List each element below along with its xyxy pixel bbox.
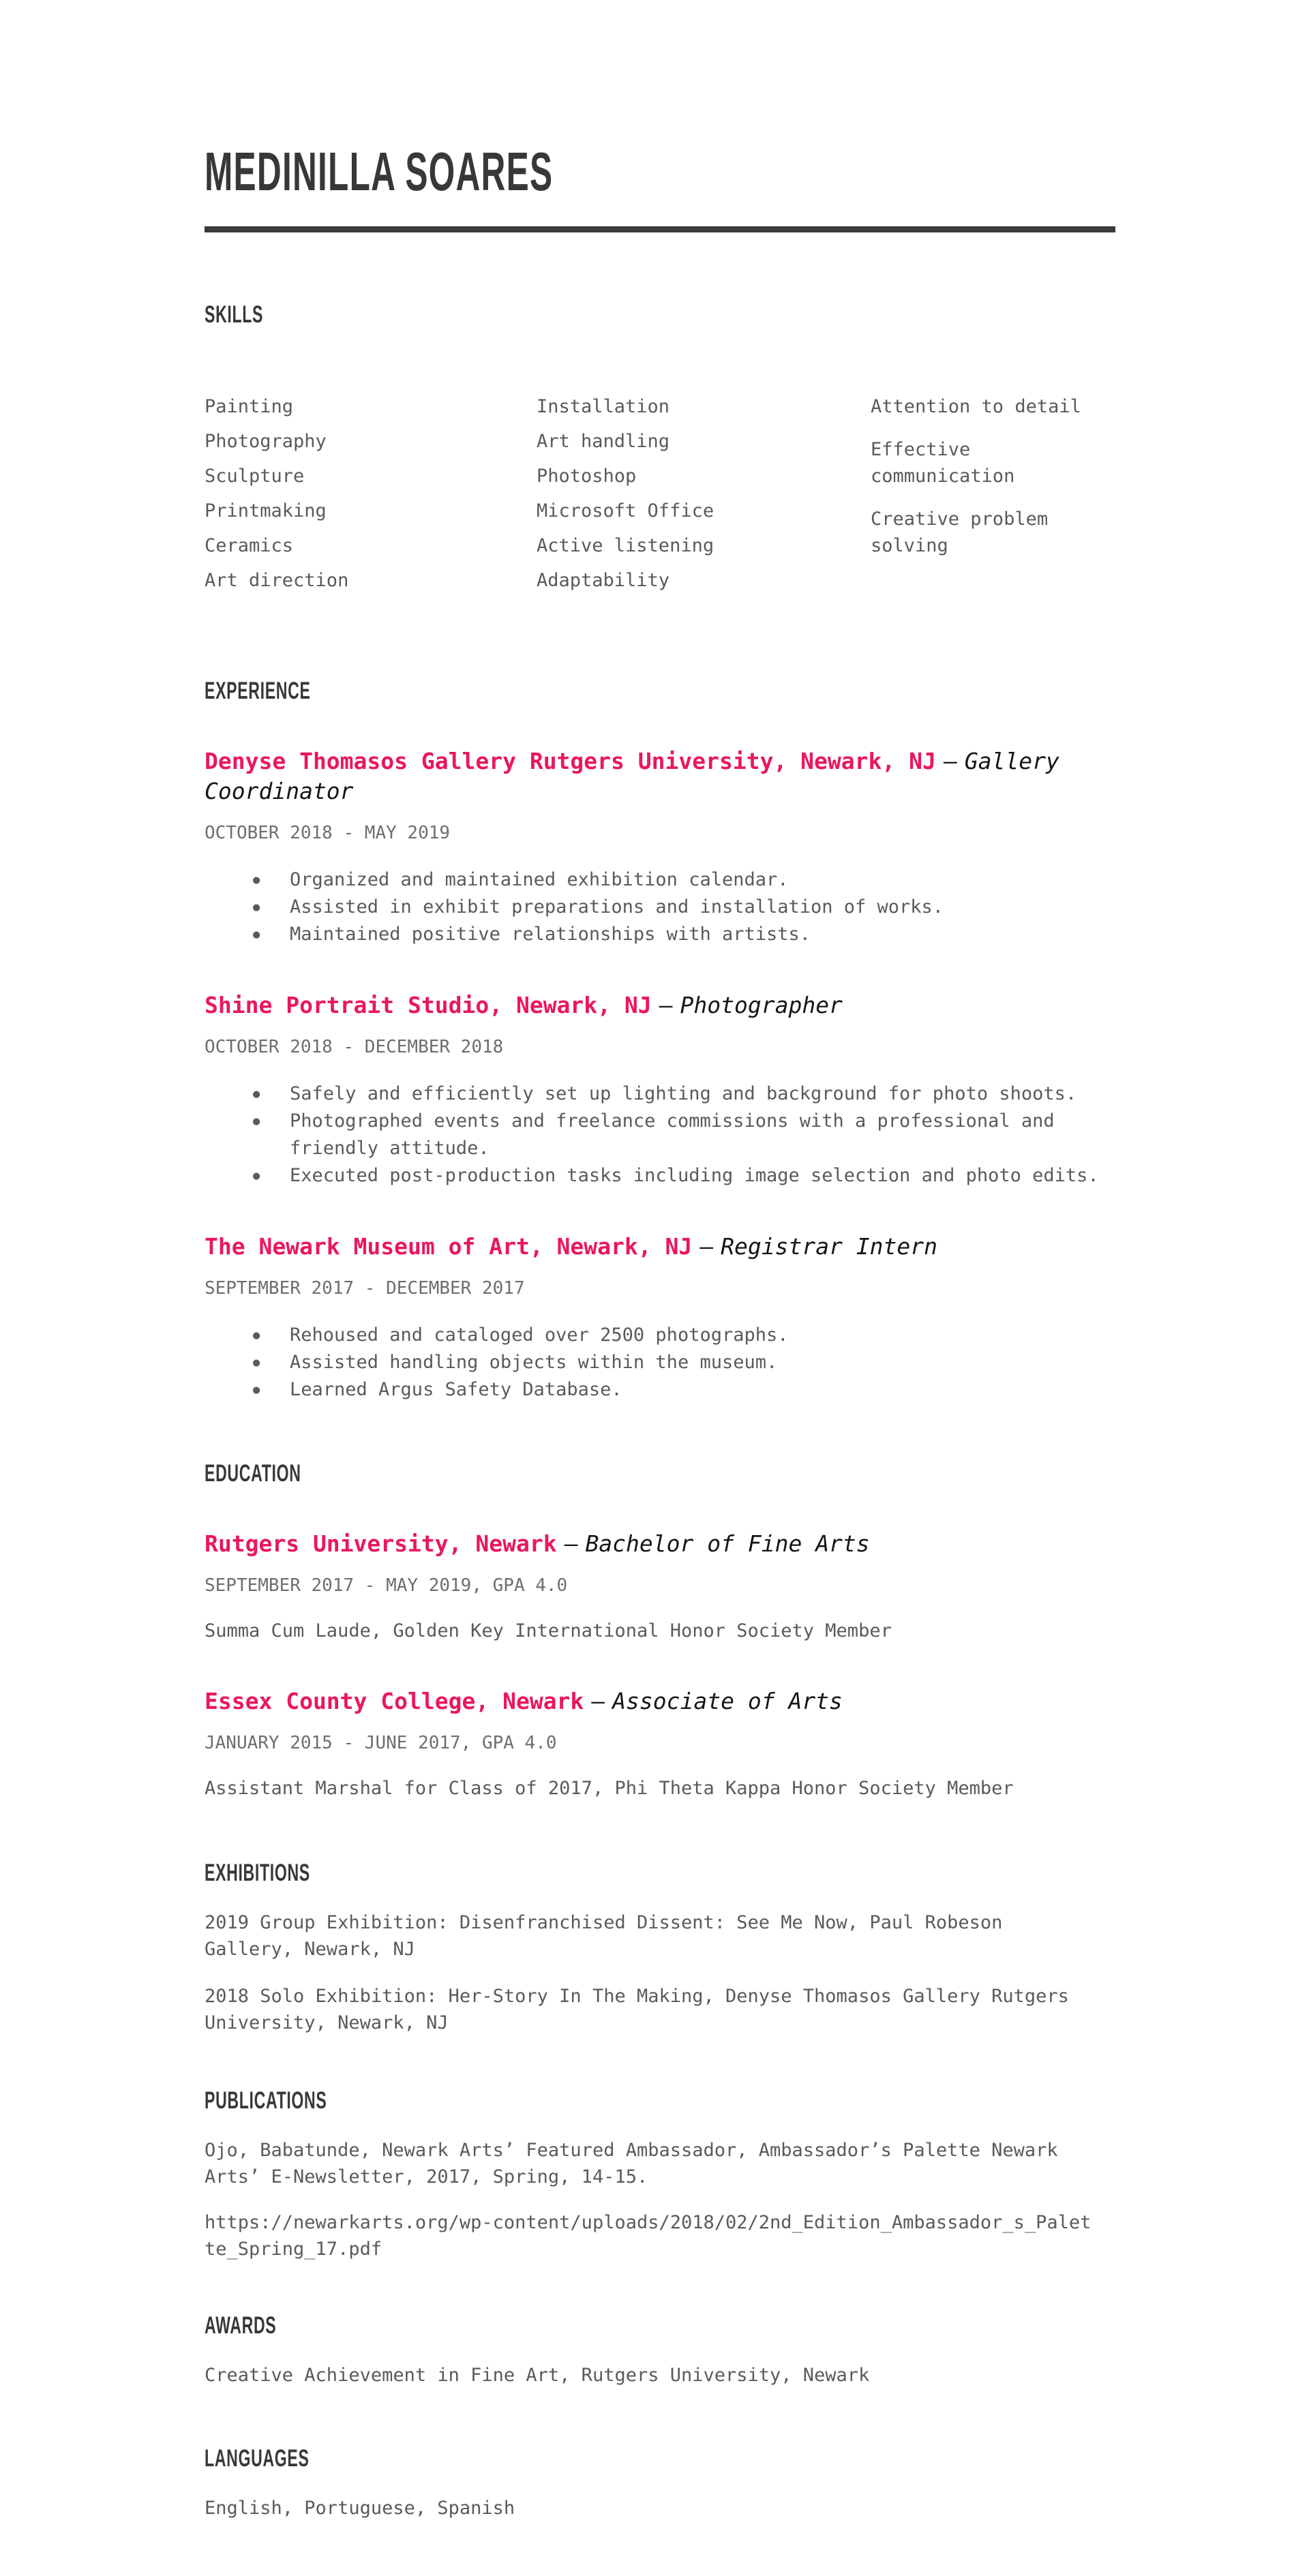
section-skills [205, 302, 1115, 602]
skill-item: Sculpture [205, 466, 305, 487]
bullet-item: ● Photographed events and freelance commissions with a professional and friendly attitude. [205, 1108, 1115, 1162]
publication-citation: Ojo, Babatunde, Newark Arts’ Featured Ambassador, Ambassador’s Palette Newark Arts’ E-Newsletter, 2017, Spring, 14-15. [205, 2140, 1058, 2187]
em-dash: — [564, 1530, 578, 1557]
skill-item: Microsoft Office [537, 500, 714, 521]
skill-item: Photoshop [537, 466, 637, 487]
school-note: Summa Cum Laude, Golden Key International Honor Society Member [205, 1620, 892, 1641]
job-role: Photographer [680, 992, 843, 1018]
section-experience [205, 678, 1115, 1404]
job-dates: OCTOBER 2018 - DECEMBER 2018 [205, 1037, 504, 1057]
bullet-item: ● Rehoused and cataloged over 2500 photographs. [205, 1322, 1115, 1349]
publications-heading: PUBLICATIONS [205, 2087, 327, 2114]
skill-item: Ceramics [205, 535, 294, 556]
company-name: Shine Portrait Studio, Newark, NJ [205, 992, 652, 1018]
job-entry [205, 746, 1115, 948]
job-role: Gallery Coordinator [205, 748, 1059, 804]
em-dash: — [659, 992, 673, 1018]
skill-item: Printmaking [205, 500, 327, 521]
job-bullets [205, 866, 1115, 948]
section-education [205, 1461, 1115, 1802]
job-dates: SEPTEMBER 2017 - DECEMBER 2017 [205, 1278, 525, 1299]
em-dash: — [943, 748, 957, 774]
bullet-item: ● Safely and efficiently set up lighting and background for photo shoots. [205, 1080, 1115, 1108]
em-dash: — [699, 1233, 714, 1260]
job-bullets [205, 1322, 1115, 1404]
education-heading: EDUCATION [205, 1460, 301, 1487]
skill-item: Art direction [205, 570, 349, 591]
school-note: Assistant Marshal for Class of 2017, Phi Theta Kappa Honor Society Member [205, 1778, 1014, 1799]
skill-item: Attention to detail [871, 396, 1081, 417]
job-entry [205, 1232, 1115, 1404]
section-publications [205, 2088, 1115, 2262]
job-dates: OCTOBER 2018 - MAY 2019 [205, 823, 451, 843]
exhibitions-heading: EXHIBITIONS [205, 1860, 310, 1886]
page-title [205, 141, 1115, 202]
school-title-line [205, 1529, 1115, 1559]
skill-item: Photography [205, 431, 327, 452]
section-exhibitions [205, 1860, 1115, 2036]
bullet-item: ● Assisted in exhibit preparations and installation of works. [205, 894, 1115, 921]
skill-item: Effective communication [871, 439, 1015, 487]
job-title-line [205, 990, 1115, 1020]
em-dash: — [591, 1688, 605, 1714]
exhibition-item: 2018 Solo Exhibition: Her-Story In The Making, Denyse Thomasos Gallery Rutgers University, Newark, NJ [205, 1986, 1069, 2033]
skills-column-1 [205, 393, 537, 602]
skill-item: Installation [537, 396, 670, 417]
education-entry [205, 1529, 1115, 1644]
skill-item: Creative problem solving [871, 509, 1049, 556]
skills-column-2 [537, 393, 871, 602]
degree: Bachelor of Fine Arts [585, 1530, 870, 1557]
school-title-line [205, 1686, 1115, 1716]
section-awards [205, 2313, 1115, 2389]
skill-item: Adaptability [537, 570, 670, 591]
bullet-item: ● Organized and maintained exhibition calendar. [205, 866, 1115, 894]
company-name: Denyse Thomasos Gallery Rutgers University, Newark, NJ [205, 748, 936, 774]
skill-item: Art handling [537, 431, 670, 452]
school-name: Rutgers University, Newark [205, 1530, 557, 1557]
publication-url: https://newarkarts.org/wp-content/uploads/2018/02/2nd_Edition_Ambassador_s_Palette_Spring_17.pdf [205, 2212, 1092, 2260]
degree: Associate of Arts [612, 1688, 843, 1714]
school-name: Essex County College, Newark [205, 1688, 584, 1714]
school-dates: SEPTEMBER 2017 - MAY 2019, GPA 4.0 [205, 1575, 568, 1596]
bullet-item: ● Maintained positive relationships with artists. [205, 921, 1115, 948]
job-title-line [205, 746, 1115, 806]
skills-column-3 [871, 393, 1115, 602]
job-role: Registrar Intern [721, 1233, 938, 1260]
job-bullets [205, 1080, 1115, 1189]
award-item: Creative Achievement in Fine Art, Rutgers University, Newark [205, 2365, 870, 2386]
title-divider [205, 226, 1115, 232]
job-entry [205, 990, 1115, 1189]
awards-heading: AWARDS [205, 2312, 277, 2339]
skill-item: Painting [205, 396, 294, 417]
skill-item: Active listening [537, 535, 714, 556]
languages-heading: LANGUAGES [205, 2445, 310, 2472]
company-name: The Newark Museum of Art, Newark, NJ [205, 1233, 693, 1260]
section-languages [205, 2446, 1115, 2521]
skills-grid [205, 393, 1115, 602]
person-name: MEDINILLA SOARES [205, 141, 554, 202]
skills-heading: SKILLS [205, 301, 264, 328]
exhibition-item: 2019 Group Exhibition: Disenfranchised Dissent: See Me Now, Paul Robeson Gallery, Newark, NJ [205, 1912, 1003, 1960]
bullet-item: ● Executed post-production tasks including image selection and photo edits. [205, 1162, 1115, 1189]
bullet-item: ● Learned Argus Safety Database. [205, 1376, 1115, 1404]
education-entry [205, 1686, 1115, 1802]
experience-heading: EXPERIENCE [205, 678, 311, 704]
bullet-item: ● Assisted handling objects within the museum. [205, 1349, 1115, 1376]
school-dates: JANUARY 2015 - JUNE 2017, GPA 4.0 [205, 1733, 557, 1753]
languages-list: English, Portuguese, Spanish [205, 2498, 515, 2519]
job-title-line [205, 1232, 1115, 1262]
